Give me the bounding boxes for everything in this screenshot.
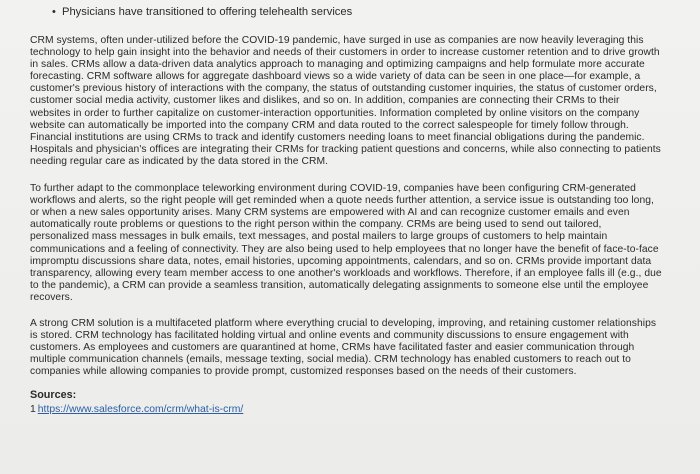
bullet-item — [52, 6, 662, 19]
source-link[interactable]: https://www.salesforce.com/crm/what-is-crm/ — [37, 404, 244, 416]
source-item — [30, 404, 662, 416]
paragraph-crm-systems: CRM systems, often under-utilized before the COVID-19 pandemic, have surged in use as companies are now heavily leveraging this technology to help gain insight into the behavior and needs of their customers in order to increase customer retention and to drive growth in sales. CRMs allow a data-driven data analytics approach to managing and optimizing campaigns and help formulate more accurate forecasting. CRM software allows for aggregate dashboard views so a wide variety of data can be seen in one place—for example, a customer's previous history of interactions with the company, the status of outstanding customer inquiries, the status of customer orders, customer social media activity, customer likes and dislikes, and so on. In addition, companies are connecting their CRMs to their websites in order to further capitalize on customer-interaction opportunities. Information completed by online visitors on the company website can automatically be imported into the company CRM and data routed to the correct salespeople for timely follow through. Financial institutions are using CRMs to track and identify customers needing loans to meet financial obligations during the pandemic. Hospitals and physician's offices are integrating their CRMs for tracking patient questions and concerns, while also connecting to patients needing regular care as indicated by the data stored in the CRM. — [30, 35, 661, 167]
paragraph-teleworking: To further adapt to the commonplace teleworking environment during COVID-19, companies have been configuring CRM-generated workflows and alerts, so the right people will get reminded when a quote needs further attention, a service issue is outstanding too long, or when a new sales opportunity arises. Many CRM systems are empowered with AI and can recognize customer emails and even automatically route problems or questions to the right person within the company. CRMs are being used to send out tailored, personalized mass messages in bulk emails, text messages, and postal mailers to large groups of customers to help maintain communications and a feeling of connectivity. They are also being used to help employees that no longer have the benefit of face-to-face impromptu discussions share data, notes, email histories, upcoming appointments, calendars, and so on. CRMs provide important data transparency, allowing every team member access to one another's workloads and workflows. Therefore, if an employee falls ill (e.g., due to the pandemic), a CRM can provide a seamless transition, automatically delegating assignments to someone else until the employee recovers. — [30, 183, 662, 303]
bullet-dot-icon: • — [52, 6, 56, 18]
paragraph-crm-solution: A strong CRM solution is a multifaceted platform where everything crucial to developing, improving, and retaining customer relationships is stored. CRM technology has facilitated holding virtual and online events and community discussions to ensure engagement with customers. As employees and customers are quarantined at home, CRMs have facilitated faster and easier communication through multiple communication channels (emails, message texting, social media). CRM technology has enabled customers to reach out to companies while allowing companies to provide prompt, customized responses based on the needs of their customers. — [30, 317, 657, 378]
sources-heading: Sources: — [30, 389, 77, 402]
bullet-text: Physicians have transitioned to offering telehealth services — [62, 6, 353, 18]
source-number: 1 — [30, 404, 36, 416]
